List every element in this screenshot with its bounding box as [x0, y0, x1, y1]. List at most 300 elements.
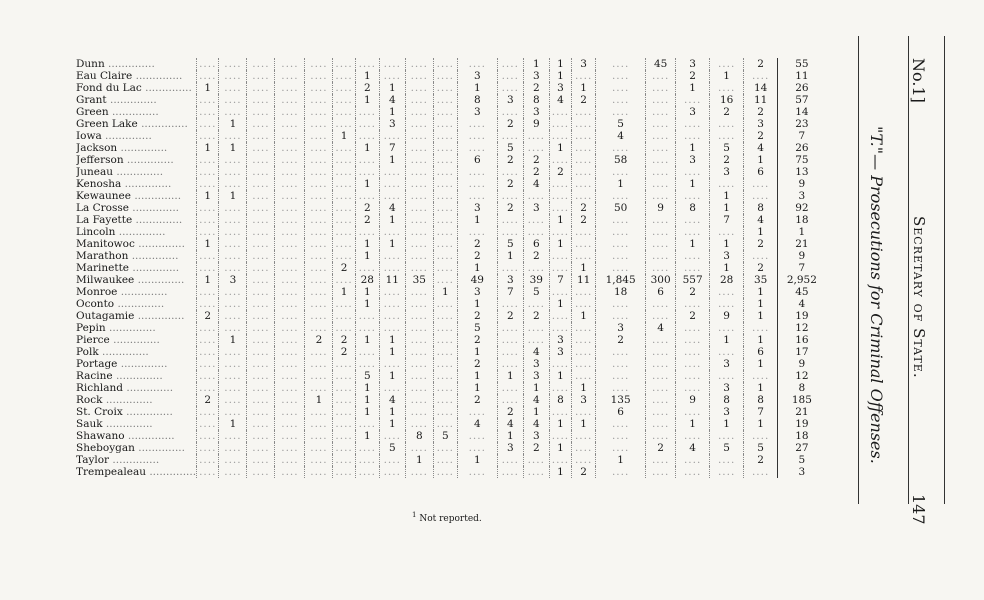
data-cell: .... — [676, 250, 710, 262]
data-cell: 1 — [549, 418, 571, 430]
data-cell: .... — [572, 454, 596, 466]
table-body — [76, 58, 826, 478]
data-cell: 1 — [744, 226, 778, 238]
data-cell: 1 — [457, 346, 497, 358]
county-label: Pepin — [76, 322, 106, 334]
data-cell: 2 — [497, 406, 523, 418]
data-cell: .... — [333, 214, 355, 226]
data-cell: .... — [355, 442, 379, 454]
data-cell: .... — [197, 334, 219, 346]
data-cell: 1 — [379, 214, 405, 226]
data-cell: 1 — [744, 382, 778, 394]
data-cell: .... — [405, 70, 433, 82]
data-cell: .... — [305, 130, 333, 142]
data-cell: .... — [433, 466, 457, 478]
leader-dots: .............. — [104, 58, 155, 70]
total-cell: 11 — [778, 70, 826, 82]
data-cell: .... — [457, 442, 497, 454]
data-cell: .... — [197, 94, 219, 106]
data-cell: .... — [219, 94, 247, 106]
data-cell: .... — [219, 130, 247, 142]
data-cell: .... — [457, 142, 497, 154]
data-cell: .... — [497, 226, 523, 238]
data-cell: .... — [275, 442, 305, 454]
data-cell: .... — [646, 346, 676, 358]
data-cell: 8 — [744, 202, 778, 214]
data-cell: 1 — [305, 394, 333, 406]
data-cell: .... — [549, 262, 571, 274]
data-cell: 1 — [549, 370, 571, 382]
data-cell: 2 — [523, 82, 549, 94]
data-cell: 1 — [572, 418, 596, 430]
data-cell: .... — [333, 250, 355, 262]
county-label: Oconto — [76, 298, 115, 310]
data-cell: .... — [596, 346, 646, 358]
data-cell: .... — [596, 358, 646, 370]
data-cell: 2 — [457, 358, 497, 370]
data-cell: .... — [549, 154, 571, 166]
data-cell: 9 — [710, 310, 744, 322]
data-cell: 1 — [549, 298, 571, 310]
data-cell: .... — [247, 154, 275, 166]
data-cell: 2 — [523, 250, 549, 262]
data-cell: .... — [333, 430, 355, 442]
county-label: Sheboygan — [76, 442, 135, 454]
data-cell: 3 — [523, 106, 549, 118]
data-cell: 8 — [523, 94, 549, 106]
data-cell: .... — [247, 250, 275, 262]
leader-dots: .............. — [108, 106, 159, 118]
data-cell: 1 — [379, 418, 405, 430]
data-cell: .... — [405, 82, 433, 94]
data-cell: .... — [433, 454, 457, 466]
data-cell: 1 — [676, 418, 710, 430]
county-label: Kenosha — [76, 178, 122, 190]
data-cell: 3 — [523, 70, 549, 82]
data-cell: .... — [497, 58, 523, 70]
data-cell: 1 — [433, 286, 457, 298]
data-cell: .... — [247, 358, 275, 370]
data-cell: .... — [247, 418, 275, 430]
data-cell: .... — [549, 118, 571, 130]
data-cell: .... — [405, 94, 433, 106]
leader-dots: .............. — [106, 94, 157, 106]
data-cell: .... — [197, 154, 219, 166]
data-cell: .... — [305, 178, 333, 190]
data-cell: 2 — [744, 262, 778, 274]
data-cell: .... — [219, 310, 247, 322]
county-label: Polk — [76, 346, 99, 358]
data-cell: .... — [305, 274, 333, 286]
data-cell: 2 — [497, 118, 523, 130]
leader-dots: .............. — [112, 370, 163, 382]
data-cell: .... — [596, 238, 646, 250]
data-cell: .... — [355, 58, 379, 70]
data-cell: 5 — [497, 142, 523, 154]
county-name — [76, 298, 197, 310]
data-cell: 2 — [744, 130, 778, 142]
data-cell: 1 — [596, 454, 646, 466]
data-cell: .... — [333, 190, 355, 202]
data-cell: .... — [646, 382, 676, 394]
data-cell: 1 — [572, 262, 596, 274]
data-cell: .... — [333, 154, 355, 166]
data-cell: 8 — [405, 430, 433, 442]
data-cell: .... — [433, 370, 457, 382]
data-cell: .... — [379, 286, 405, 298]
data-cell: .... — [572, 358, 596, 370]
data-cell: 1 — [219, 118, 247, 130]
data-cell: 3 — [572, 394, 596, 406]
total-cell: 18 — [778, 214, 826, 226]
county-label: Jackson — [76, 142, 118, 154]
data-cell: 7 — [379, 142, 405, 154]
county-label: Trempealeau — [76, 466, 146, 478]
data-cell: 3 — [710, 382, 744, 394]
data-cell: 9 — [646, 202, 676, 214]
county-name — [76, 286, 197, 298]
data-cell: 4 — [523, 346, 549, 358]
county-label: Green — [76, 106, 109, 118]
leader-dots: .............. — [117, 358, 168, 370]
data-cell: .... — [305, 250, 333, 262]
data-cell: .... — [646, 454, 676, 466]
data-cell: 1 — [379, 82, 405, 94]
data-cell: 1 — [497, 250, 523, 262]
data-cell: .... — [549, 130, 571, 142]
data-cell: 3 — [497, 274, 523, 286]
data-cell: .... — [247, 106, 275, 118]
data-cell: .... — [305, 286, 333, 298]
table-title: "T."— Prosecutions for Criminal Offenses. — [867, 126, 886, 464]
data-cell: .... — [305, 370, 333, 382]
total-cell: 12 — [778, 370, 826, 382]
data-cell: .... — [710, 226, 744, 238]
data-cell: 18 — [596, 286, 646, 298]
data-cell: .... — [497, 346, 523, 358]
data-cell: .... — [197, 166, 219, 178]
section-title: Secretary of State. — [910, 216, 928, 379]
data-cell: .... — [247, 406, 275, 418]
data-cell: 3 — [219, 274, 247, 286]
data-cell: 2 — [497, 154, 523, 166]
data-cell: 2 — [457, 310, 497, 322]
data-cell: 4 — [523, 178, 549, 190]
data-cell: .... — [219, 214, 247, 226]
data-cell: .... — [275, 382, 305, 394]
data-cell: 2 — [572, 466, 596, 478]
rule-right — [944, 36, 945, 504]
data-cell: .... — [646, 298, 676, 310]
data-cell: 1 — [197, 238, 219, 250]
data-cell: .... — [596, 430, 646, 442]
data-cell: 49 — [457, 274, 497, 286]
data-cell: .... — [433, 94, 457, 106]
data-cell: 1 — [355, 142, 379, 154]
data-cell: 2 — [572, 202, 596, 214]
data-cell: 3 — [523, 430, 549, 442]
data-cell: .... — [247, 430, 275, 442]
footnote-marker: 1 — [412, 511, 417, 519]
data-cell: 1 — [549, 58, 571, 70]
data-cell: 1 — [744, 334, 778, 346]
data-cell: .... — [275, 370, 305, 382]
leader-dots: .............. — [132, 70, 183, 82]
data-cell: .... — [710, 82, 744, 94]
data-cell: .... — [333, 394, 355, 406]
data-cell: .... — [596, 382, 646, 394]
data-cell: 3 — [457, 286, 497, 298]
data-cell: 6 — [744, 166, 778, 178]
data-cell: 3 — [549, 346, 571, 358]
county-name — [76, 58, 197, 70]
data-cell: 1 — [457, 82, 497, 94]
leader-dots: .............. — [117, 286, 168, 298]
table-row — [76, 454, 826, 466]
data-cell: 2 — [197, 394, 219, 406]
data-cell: .... — [275, 310, 305, 322]
data-cell: .... — [457, 130, 497, 142]
data-cell: .... — [305, 82, 333, 94]
data-cell: .... — [523, 322, 549, 334]
data-cell: .... — [549, 406, 571, 418]
data-cell: 3 — [549, 334, 571, 346]
data-cell: .... — [405, 166, 433, 178]
data-cell: 1 — [523, 406, 549, 418]
data-cell: 2 — [497, 310, 523, 322]
rule-mid — [908, 36, 909, 504]
data-cell: .... — [572, 370, 596, 382]
data-cell: 2 — [497, 178, 523, 190]
table-row — [76, 442, 826, 454]
data-cell: .... — [572, 346, 596, 358]
data-cell: .... — [646, 154, 676, 166]
data-cell: 1 — [219, 142, 247, 154]
data-cell: .... — [646, 70, 676, 82]
data-cell: .... — [497, 166, 523, 178]
data-cell: 11 — [572, 274, 596, 286]
data-cell: .... — [405, 334, 433, 346]
data-cell: .... — [457, 406, 497, 418]
data-cell: .... — [355, 466, 379, 478]
data-cell: .... — [197, 418, 219, 430]
data-cell: .... — [219, 226, 247, 238]
data-cell: 2 — [744, 454, 778, 466]
data-cell: .... — [710, 178, 744, 190]
data-cell: 3 — [710, 250, 744, 262]
data-cell: 3 — [523, 370, 549, 382]
data-cell: .... — [247, 298, 275, 310]
data-cell: 8 — [549, 394, 571, 406]
data-cell: 6 — [457, 154, 497, 166]
table-row — [76, 394, 826, 406]
data-cell: .... — [379, 466, 405, 478]
data-cell: .... — [646, 310, 676, 322]
data-cell: .... — [433, 142, 457, 154]
county-name — [76, 418, 197, 430]
table-row — [76, 226, 826, 238]
data-cell: .... — [646, 166, 676, 178]
data-cell: 35 — [744, 274, 778, 286]
data-cell: .... — [333, 298, 355, 310]
data-cell: 3 — [572, 58, 596, 70]
data-cell: .... — [219, 82, 247, 94]
data-cell: .... — [333, 202, 355, 214]
total-cell: 2,952 — [778, 274, 826, 286]
data-cell: .... — [197, 406, 219, 418]
data-cell: 1 — [596, 178, 646, 190]
data-cell: 2 — [457, 238, 497, 250]
data-cell: .... — [197, 130, 219, 142]
table-row — [76, 262, 826, 274]
county-label: Milwaukee — [76, 274, 135, 286]
total-cell: 17 — [778, 346, 826, 358]
data-cell: .... — [710, 346, 744, 358]
data-cell: 8 — [676, 202, 710, 214]
data-cell: 1 — [744, 358, 778, 370]
total-cell: 5 — [778, 454, 826, 466]
data-cell: 1 — [549, 214, 571, 226]
data-cell: .... — [497, 298, 523, 310]
county-name — [76, 214, 197, 226]
data-cell: .... — [710, 118, 744, 130]
data-cell: 4 — [457, 418, 497, 430]
data-cell: .... — [379, 250, 405, 262]
data-cell: 1 — [497, 370, 523, 382]
data-cell: .... — [355, 454, 379, 466]
total-cell: 75 — [778, 154, 826, 166]
county-name — [76, 454, 197, 466]
data-cell: .... — [247, 334, 275, 346]
data-cell: .... — [646, 250, 676, 262]
data-cell: .... — [305, 154, 333, 166]
data-cell: 1 — [549, 442, 571, 454]
county-label: Shawano — [76, 430, 125, 442]
data-cell: .... — [433, 190, 457, 202]
total-cell: 14 — [778, 106, 826, 118]
data-cell: .... — [197, 298, 219, 310]
county-name — [76, 118, 197, 130]
data-cell: .... — [405, 238, 433, 250]
data-cell: .... — [405, 226, 433, 238]
data-cell: 1 — [457, 382, 497, 394]
data-cell: .... — [219, 286, 247, 298]
data-cell: 1 — [744, 286, 778, 298]
county-label: Marinette — [76, 262, 130, 274]
data-cell: 4 — [379, 94, 405, 106]
total-cell: 1 — [778, 226, 826, 238]
data-cell: .... — [247, 82, 275, 94]
data-cell: .... — [305, 322, 333, 334]
data-cell: .... — [433, 274, 457, 286]
total-cell: 21 — [778, 406, 826, 418]
data-cell: .... — [219, 154, 247, 166]
data-cell: 45 — [646, 58, 676, 70]
total-cell: 4 — [778, 298, 826, 310]
data-cell: .... — [355, 118, 379, 130]
table-row — [76, 214, 826, 226]
data-cell: .... — [433, 418, 457, 430]
data-cell: .... — [355, 166, 379, 178]
data-cell: 2 — [596, 334, 646, 346]
data-cell: .... — [247, 142, 275, 154]
data-cell: .... — [275, 94, 305, 106]
table-row — [76, 94, 826, 106]
data-cell: 1 — [355, 238, 379, 250]
data-cell: .... — [405, 178, 433, 190]
data-cell: 7 — [497, 286, 523, 298]
data-cell: .... — [457, 430, 497, 442]
data-cell: 1 — [710, 334, 744, 346]
data-cell: .... — [457, 190, 497, 202]
data-cell: .... — [710, 370, 744, 382]
table-row — [76, 166, 826, 178]
data-cell: .... — [433, 106, 457, 118]
data-cell: .... — [379, 454, 405, 466]
data-cell: 1 — [572, 382, 596, 394]
table-row — [76, 142, 826, 154]
data-cell: 2 — [197, 310, 219, 322]
data-cell: 557 — [676, 274, 710, 286]
data-cell: .... — [247, 70, 275, 82]
data-cell: .... — [197, 430, 219, 442]
data-cell: .... — [355, 190, 379, 202]
county-name — [76, 370, 197, 382]
data-cell: 1 — [355, 250, 379, 262]
data-cell: .... — [523, 214, 549, 226]
data-cell: .... — [523, 466, 549, 478]
data-cell: .... — [275, 130, 305, 142]
data-cell: .... — [433, 82, 457, 94]
data-cell: .... — [497, 82, 523, 94]
data-cell: .... — [219, 370, 247, 382]
table-row — [76, 130, 826, 142]
data-cell: .... — [275, 142, 305, 154]
data-cell: .... — [379, 298, 405, 310]
data-cell: .... — [596, 190, 646, 202]
data-cell: .... — [219, 70, 247, 82]
data-cell: .... — [596, 82, 646, 94]
data-cell: .... — [433, 394, 457, 406]
data-cell: .... — [676, 430, 710, 442]
data-cell: .... — [219, 202, 247, 214]
footnote — [412, 511, 482, 524]
data-cell: .... — [405, 298, 433, 310]
data-cell: 1 — [523, 58, 549, 70]
data-cell: .... — [646, 334, 676, 346]
data-cell: .... — [219, 466, 247, 478]
data-cell: .... — [379, 226, 405, 238]
county-label: La Fayette — [76, 214, 133, 226]
data-cell: 5 — [433, 430, 457, 442]
data-cell: 135 — [596, 394, 646, 406]
data-cell: .... — [333, 370, 355, 382]
county-label: Monroe — [76, 286, 118, 298]
county-label: Jefferson — [76, 154, 124, 166]
data-cell: .... — [744, 370, 778, 382]
county-name — [76, 262, 197, 274]
data-cell: .... — [572, 106, 596, 118]
data-cell: .... — [646, 106, 676, 118]
data-cell: 1 — [355, 178, 379, 190]
data-cell: .... — [305, 94, 333, 106]
data-cell: .... — [676, 370, 710, 382]
total-cell: 3 — [778, 466, 826, 478]
leader-dots: .............. — [122, 406, 173, 418]
data-cell: 2 — [355, 82, 379, 94]
data-cell: .... — [457, 466, 497, 478]
data-cell: .... — [744, 250, 778, 262]
